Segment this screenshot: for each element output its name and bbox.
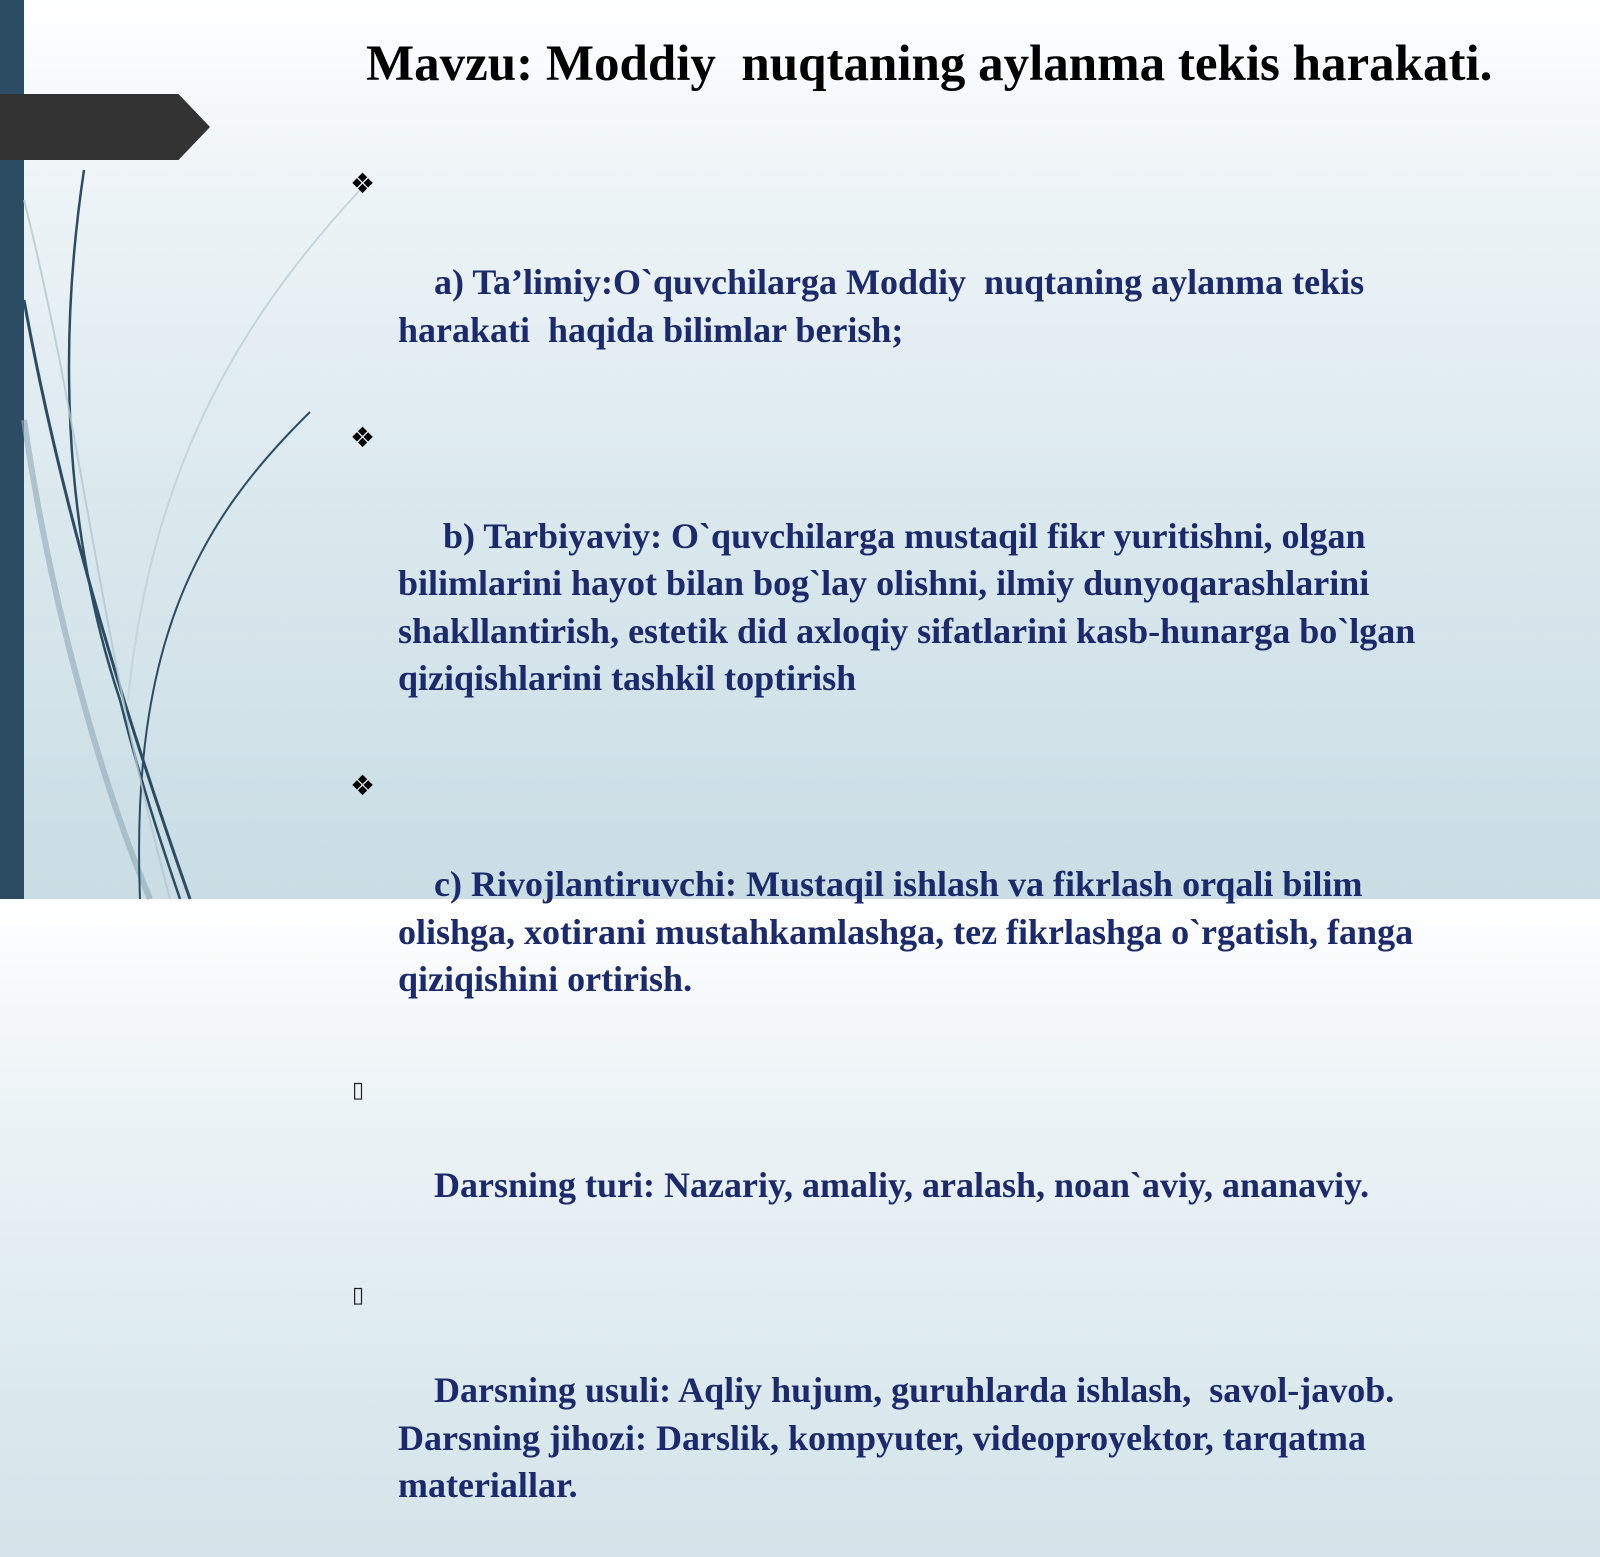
four-diamond-bullet-icon: ❖ xyxy=(350,769,376,802)
four-diamond-bullet-icon: ❖ xyxy=(350,167,376,200)
list-item-text: Darsning turi: Nazariy, amaliy, aralash, noan`aviy, ananaviy. xyxy=(434,1165,1370,1205)
list-item-darsning-turi xyxy=(350,1067,1590,1257)
list-item-tarbiyaviy xyxy=(350,418,1590,751)
list-item-text: c) Rivojlantiruvchi: Mustaqil ishlash va fikrlash orqali bilim olishga, xotirani mustahkamlashga, tez fikrlashga o`rgatish, fanga qiziqishini ortirish. xyxy=(398,864,1414,999)
list-item-talimiy xyxy=(350,164,1590,402)
list-item-text: a) Ta’limiy:O`quvchilarga Moddiy nuqtaning aylanma tekis harakati haqida bilimlar berish; xyxy=(398,262,1365,350)
slide-title: Mavzu: Moddiy nuqtaning aylanma tekis harakati. xyxy=(366,36,1493,92)
list-item-text: b) Tarbiyaviy: O`quvchilarga mustaqil fikr yuritishni, olgan bilimlarini hayot bilan bog`lay olishni, ilmiy dunyoqarashlarini shakllantirish, estetik did axloqiy sifatlarini kasb-hunarga bo`lgan qiziqishlarini tashkil toptirish xyxy=(398,515,1416,698)
arrow-tab-shape xyxy=(0,94,210,160)
missing-glyph-box-icon: ▯ xyxy=(352,1283,365,1308)
objectives-list xyxy=(350,164,1590,1557)
list-item-text: Darsning usuli: Aqliy hujum, guruhlarda ishlash, savol-javob. Darsning jihozi: Darslik, kompyuter, videoproyektor, tarqatma materiallar. xyxy=(398,1370,1395,1505)
list-item-rivojlantiruvchi xyxy=(350,766,1590,1051)
four-diamond-bullet-icon: ❖ xyxy=(350,420,376,454)
list-item-darsning-usuli xyxy=(350,1272,1590,1557)
missing-glyph-box-icon: ▯ xyxy=(352,1078,365,1103)
